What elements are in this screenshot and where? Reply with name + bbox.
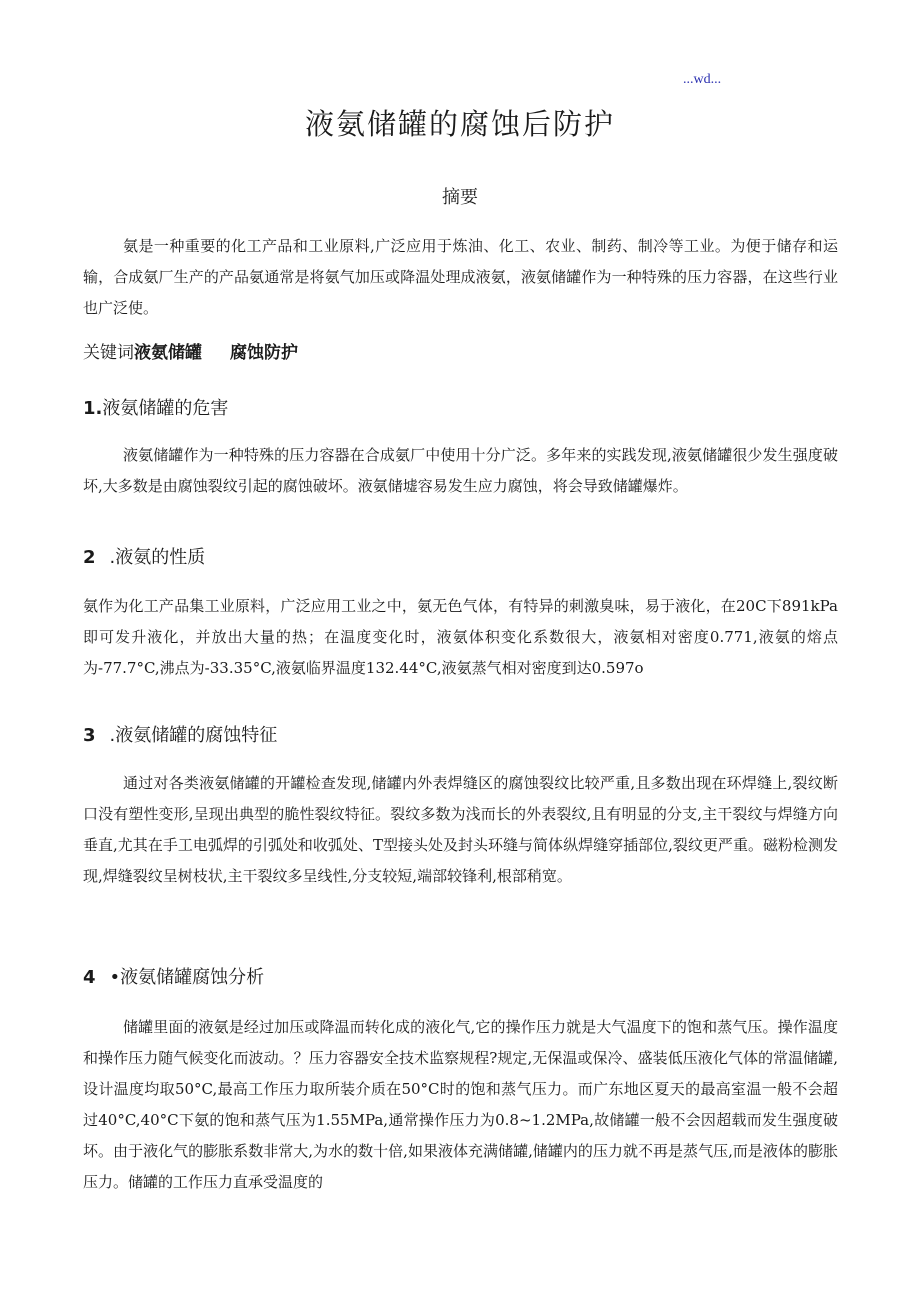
keywords-label: 关键词 — [83, 343, 134, 363]
section-heading-2 — [83, 543, 205, 569]
keyword-term: 腐蚀防护 — [230, 343, 298, 363]
section-number: 4 — [83, 967, 96, 988]
section-title: 液氨储罐的危害 — [102, 398, 229, 419]
section-heading-1 — [83, 394, 228, 420]
section-4-paragraph: 储罐里面的液氨是经过加压或降温而转化成的液化气,它的操作压力就是大气温度下的饱和蒸气压。操作温度和操作压力随气候变化而波动。？压力容器安全技术监察规程?规定,无保温或保冷、盛装低压液化气体的常温储罐,设计温度均取50°C,最高工作压力取所装介质在50°C时的饱和蒸气压力。而广东地区夏天的最高室温一般不会超过40°C,40°C下氨的饱和蒸气压为1.55MPa,通常操作压力为0.8~1.2MPa,故储罐一般不会因超载而发生强度破坏。由于液化气的膨胀系数非常大,为水的数十倍,如果液体充满储罐,储罐内的压力就不再是蒸气压,而是液体的膨胀压力。储罐的工作压力直承受温度的 — [83, 1018, 838, 1191]
abstract-heading: 摘要 — [442, 187, 478, 208]
section-3-paragraph: 通过对各类液氨储罐的开罐检查发现,储罐内外表焊缝区的腐蚀裂纹比较严重,且多数出现在环焊缝上,裂纹断口没有塑性变形,呈现出典型的脆性裂纹特征。裂纹多数为浅而长的外表裂纹,且有明显的分支,主干裂纹与焊缝方向垂直,尤其在手工电弧焊的引弧处和收弧处、T型接头处及封头环缝与简体纵焊缝穿插部位,裂纹更严重。磁粉检测发现,焊缝裂纹呈树枝状,主干裂纹多呈线性,分支较短,端部较锋利,根部稍宽。 — [83, 774, 838, 885]
section-title: •液氨储罐腐蚀分析 — [109, 967, 265, 988]
document-title: 液氨储罐的腐蚀后防护 — [304, 107, 615, 141]
section-number: 3 — [83, 725, 96, 746]
abstract-paragraph: 氨是一种重要的化工产品和工业原料,广泛应用于炼油、化工、农业、制药、制冷等工业。为便于储存和运输，合成氨厂生产的产品氨通常是将氨气加压或降温处理成液氨，液氨储罐作为一种特殊的压力容器，在这些行业也广泛使。 — [83, 237, 838, 317]
keyword-term: 液氨储罐 — [134, 343, 202, 363]
section-number: 2 — [83, 547, 96, 568]
section-heading-4 — [83, 963, 264, 989]
section-1-paragraph: 液氨储罐作为一种特殊的压力容器在合成氨厂中使用十分广泛。多年来的实践发现,液氨储罐很少发生强度破坏,大多数是由腐蚀裂纹引起的腐蚀破坏。液氨储墟容易发生应力腐蚀，将会导致储罐爆炸。 — [83, 446, 838, 495]
header-watermark: ...wd... — [683, 72, 722, 87]
keywords-line — [83, 338, 298, 363]
section-title: .液氨储罐的腐蚀特征 — [109, 725, 278, 746]
section-title: .液氨的性质 — [109, 547, 206, 568]
section-number: 1. — [83, 398, 103, 419]
section-heading-3 — [83, 721, 277, 747]
section-2-paragraph: 氨作为化工产品集工业原料，广泛应用工业之中，氨无色气体，有特异的刺激臭味，易于液化，在20C下891kPa即可发升液化，并放出大量的热；在温度变化时，液氨体积变化系数很大，液氨相对密度0.771,液氨的熔点为-77.7°C,沸点为-33.35°C,液氨临界温度132.44°C,液氨蒸气相对密度到达0.597o — [83, 597, 838, 677]
